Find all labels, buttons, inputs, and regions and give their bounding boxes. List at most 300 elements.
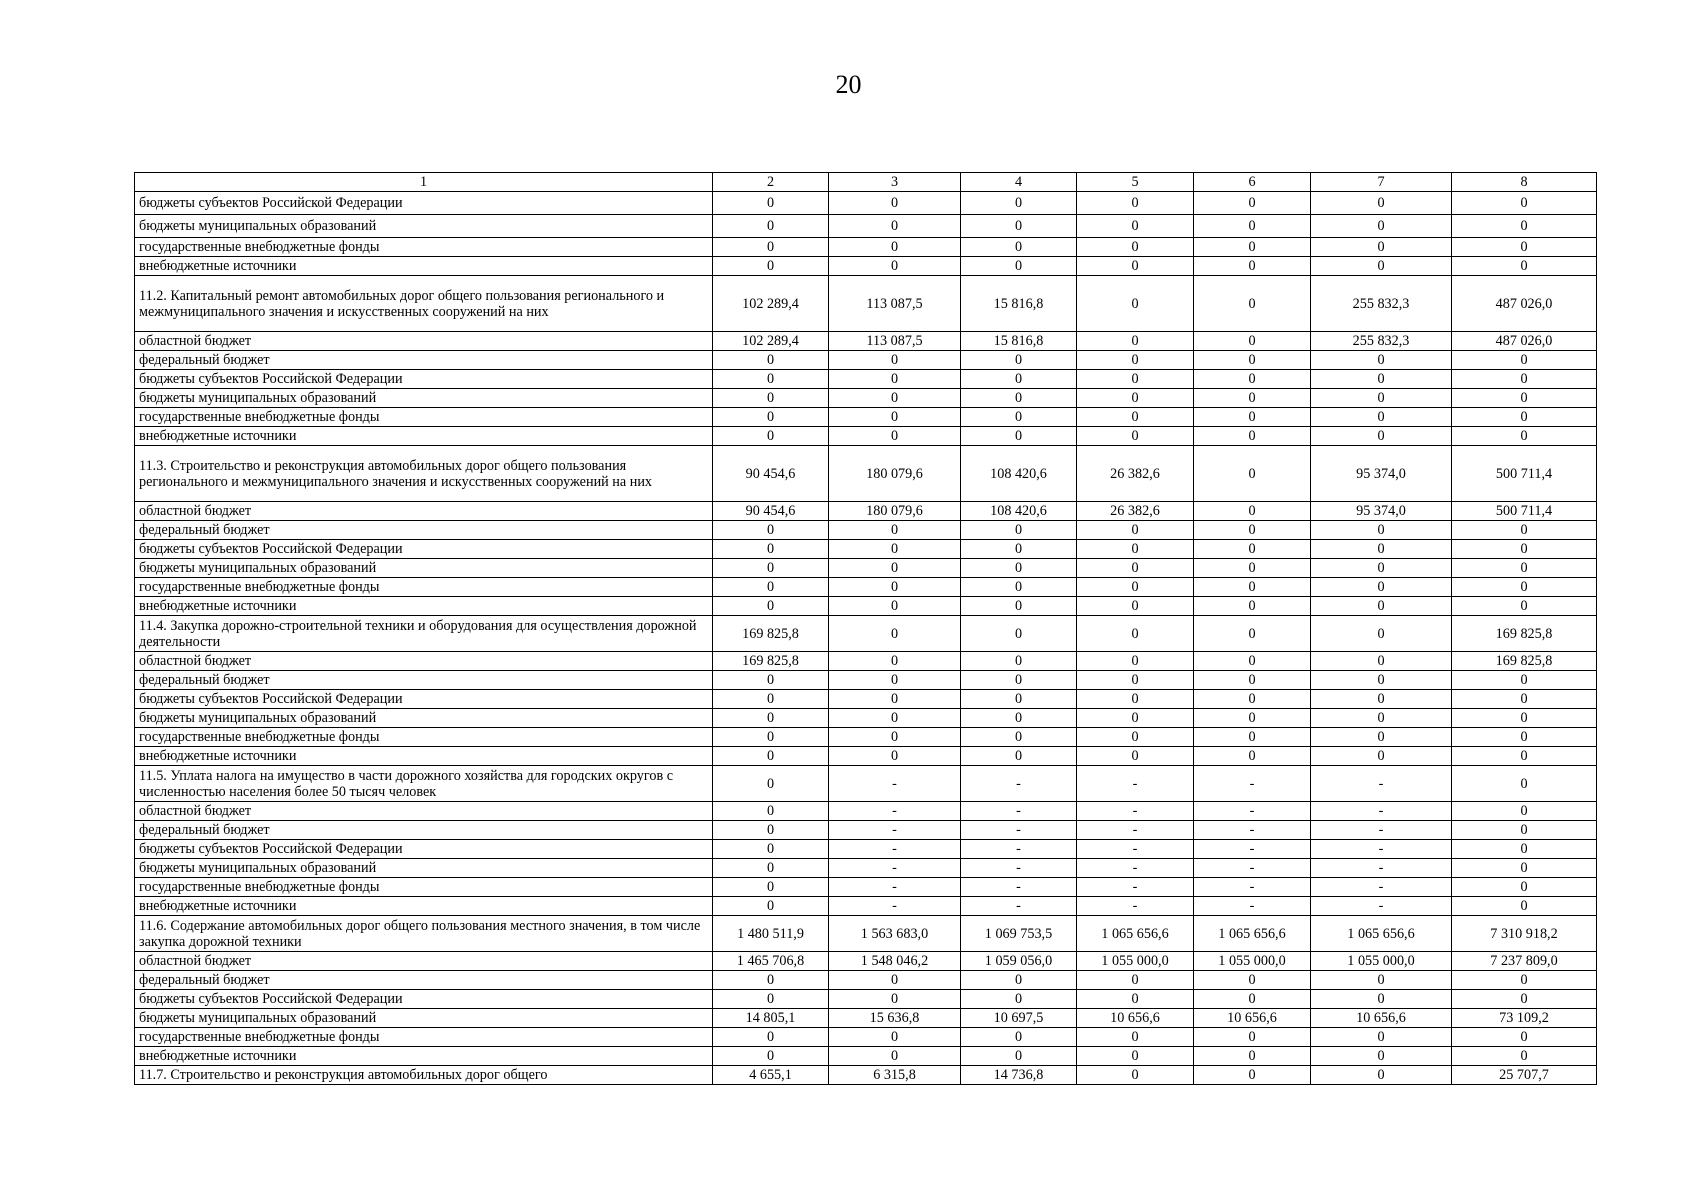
budget-table	[134, 172, 1597, 1085]
value-cell: 15 816,8	[961, 332, 1077, 351]
value-cell: 0	[961, 192, 1077, 215]
source-row	[135, 652, 1597, 671]
value-cell: 0	[1311, 652, 1452, 671]
value-cell: 0	[1311, 408, 1452, 427]
value-cell: 14 805,1	[713, 1009, 829, 1028]
value-cell: 1 055 000,0	[1194, 952, 1311, 971]
value-cell: -	[829, 859, 961, 878]
value-cell: 0	[713, 540, 829, 559]
funding-source-label: бюджеты субъектов Российской Федерации	[135, 370, 713, 389]
value-cell: -	[1194, 859, 1311, 878]
value-cell: 0	[713, 766, 829, 802]
value-cell: 0	[1311, 427, 1452, 446]
value-cell: 0	[961, 728, 1077, 747]
value-cell: 0	[1311, 728, 1452, 747]
value-cell: 10 656,6	[1194, 1009, 1311, 1028]
value-cell: 169 825,8	[1452, 652, 1597, 671]
value-cell: 15 816,8	[961, 276, 1077, 332]
value-cell: -	[829, 766, 961, 802]
section-row	[135, 766, 1597, 802]
funding-source-label: бюджеты муниципальных образований	[135, 215, 713, 238]
value-cell: 0	[1077, 559, 1194, 578]
value-cell: 0	[1311, 709, 1452, 728]
value-cell: 0	[713, 990, 829, 1009]
value-cell: -	[1194, 878, 1311, 897]
value-cell: 0	[1194, 332, 1311, 351]
value-cell: -	[829, 840, 961, 859]
value-cell: 0	[829, 652, 961, 671]
source-row	[135, 709, 1597, 728]
value-cell: 0	[1077, 690, 1194, 709]
value-cell: 0	[1194, 540, 1311, 559]
value-cell: 0	[1194, 728, 1311, 747]
funding-source-label: федеральный бюджет	[135, 521, 713, 540]
value-cell: 4 655,1	[713, 1066, 829, 1085]
funding-source-label: бюджеты субъектов Российской Федерации	[135, 690, 713, 709]
source-row	[135, 1028, 1597, 1047]
value-cell: 0	[1077, 332, 1194, 351]
value-cell: 0	[1077, 728, 1194, 747]
value-cell: 0	[1194, 578, 1311, 597]
value-cell: 0	[1194, 389, 1311, 408]
value-cell: 0	[1452, 728, 1597, 747]
value-cell: 0	[1194, 502, 1311, 521]
value-cell: 15 636,8	[829, 1009, 961, 1028]
value-cell: 0	[1452, 747, 1597, 766]
value-cell: 0	[713, 389, 829, 408]
value-cell: 108 420,6	[961, 446, 1077, 502]
funding-source-label: бюджеты муниципальных образований	[135, 389, 713, 408]
value-cell: -	[1311, 840, 1452, 859]
value-cell: 0	[1077, 747, 1194, 766]
value-cell: 0	[1311, 215, 1452, 238]
source-row	[135, 578, 1597, 597]
value-cell: 25 707,7	[1452, 1066, 1597, 1085]
funding-source-label: федеральный бюджет	[135, 821, 713, 840]
value-cell: -	[961, 878, 1077, 897]
value-cell: 0	[1452, 559, 1597, 578]
value-cell: 0	[1077, 578, 1194, 597]
value-cell: 0	[1311, 370, 1452, 389]
value-cell: 0	[961, 709, 1077, 728]
value-cell: 0	[1311, 616, 1452, 652]
section-row	[135, 1066, 1597, 1085]
value-cell: 0	[1194, 616, 1311, 652]
value-cell: 26 382,6	[1077, 502, 1194, 521]
value-cell: 0	[1194, 192, 1311, 215]
value-cell: 14 736,8	[961, 1066, 1077, 1085]
value-cell: 0	[961, 671, 1077, 690]
source-row	[135, 728, 1597, 747]
value-cell: 255 832,3	[1311, 276, 1452, 332]
value-cell: 0	[1077, 597, 1194, 616]
column-number: 3	[829, 173, 961, 192]
value-cell: 0	[713, 728, 829, 747]
value-cell: 0	[1077, 709, 1194, 728]
source-row	[135, 802, 1597, 821]
value-cell: 0	[1452, 690, 1597, 709]
value-cell: 0	[829, 597, 961, 616]
value-cell: 0	[961, 690, 1077, 709]
value-cell: 0	[1077, 276, 1194, 332]
value-cell: 1 065 656,6	[1311, 916, 1452, 952]
value-cell: 0	[1452, 238, 1597, 257]
value-cell: 0	[1311, 559, 1452, 578]
value-cell: 0	[1311, 389, 1452, 408]
value-cell: 1 563 683,0	[829, 916, 961, 952]
value-cell: 0	[713, 1047, 829, 1066]
funding-source-label: бюджеты субъектов Российской Федерации	[135, 192, 713, 215]
value-cell: 1 065 656,6	[1077, 916, 1194, 952]
value-cell: 169 825,8	[713, 652, 829, 671]
column-number-row	[135, 173, 1597, 192]
source-row	[135, 952, 1597, 971]
value-cell: 0	[1311, 690, 1452, 709]
value-cell: 0	[1452, 578, 1597, 597]
value-cell: 180 079,6	[829, 446, 961, 502]
value-cell: 0	[961, 747, 1077, 766]
value-cell: 0	[961, 597, 1077, 616]
value-cell: 0	[829, 747, 961, 766]
source-row	[135, 747, 1597, 766]
value-cell: 10 656,6	[1077, 1009, 1194, 1028]
source-row	[135, 597, 1597, 616]
value-cell: 0	[829, 578, 961, 597]
funding-source-label: федеральный бюджет	[135, 671, 713, 690]
value-cell: 0	[829, 1047, 961, 1066]
section-label: 11.3. Строительство и реконструкция автомобильных дорог общего пользования регионального и межмуниципального значения и искусственных сооружений на них	[135, 446, 713, 502]
source-row	[135, 990, 1597, 1009]
value-cell: 113 087,5	[829, 276, 961, 332]
value-cell: 0	[713, 192, 829, 215]
value-cell: 7 310 918,2	[1452, 916, 1597, 952]
value-cell: 0	[713, 971, 829, 990]
value-cell: 0	[829, 616, 961, 652]
value-cell: 10 656,6	[1311, 1009, 1452, 1028]
value-cell: -	[1077, 840, 1194, 859]
funding-source-label: внебюджетные источники	[135, 257, 713, 276]
value-cell: 0	[1452, 897, 1597, 916]
value-cell: 0	[713, 578, 829, 597]
source-row	[135, 1009, 1597, 1028]
value-cell: 0	[1194, 1066, 1311, 1085]
source-row	[135, 332, 1597, 351]
value-cell: 0	[1194, 709, 1311, 728]
value-cell: 0	[961, 389, 1077, 408]
value-cell: 0	[1194, 1028, 1311, 1047]
value-cell: 0	[829, 728, 961, 747]
value-cell: 0	[1194, 559, 1311, 578]
value-cell: 0	[829, 1028, 961, 1047]
source-row	[135, 370, 1597, 389]
value-cell: 0	[961, 652, 1077, 671]
value-cell: -	[1311, 897, 1452, 916]
value-cell: 0	[1077, 616, 1194, 652]
value-cell: 0	[1194, 351, 1311, 370]
value-cell: 0	[961, 351, 1077, 370]
funding-source-label: областной бюджет	[135, 332, 713, 351]
value-cell: 90 454,6	[713, 502, 829, 521]
value-cell: 0	[829, 370, 961, 389]
value-cell: 487 026,0	[1452, 332, 1597, 351]
value-cell: 0	[1311, 971, 1452, 990]
value-cell: 0	[829, 351, 961, 370]
source-row	[135, 971, 1597, 990]
value-cell: 0	[829, 215, 961, 238]
value-cell: 0	[1452, 351, 1597, 370]
value-cell: 113 087,5	[829, 332, 961, 351]
value-cell: 255 832,3	[1311, 332, 1452, 351]
value-cell: 0	[1311, 671, 1452, 690]
value-cell: 0	[829, 559, 961, 578]
value-cell: 0	[1077, 238, 1194, 257]
value-cell: 0	[961, 408, 1077, 427]
value-cell: 0	[1077, 652, 1194, 671]
value-cell: -	[829, 802, 961, 821]
value-cell: 0	[961, 1047, 1077, 1066]
value-cell: 0	[1452, 709, 1597, 728]
value-cell: 108 420,6	[961, 502, 1077, 521]
value-cell: 90 454,6	[713, 446, 829, 502]
funding-source-label: бюджеты субъектов Российской Федерации	[135, 540, 713, 559]
funding-source-label: областной бюджет	[135, 952, 713, 971]
funding-source-label: государственные внебюджетные фонды	[135, 1028, 713, 1047]
value-cell: 1 069 753,5	[961, 916, 1077, 952]
funding-source-label: областной бюджет	[135, 502, 713, 521]
value-cell: 0	[713, 597, 829, 616]
value-cell: 0	[1194, 238, 1311, 257]
value-cell: 0	[1194, 427, 1311, 446]
value-cell: -	[1311, 802, 1452, 821]
value-cell: 0	[713, 897, 829, 916]
value-cell: 0	[1311, 351, 1452, 370]
source-row	[135, 897, 1597, 916]
value-cell: -	[1077, 897, 1194, 916]
column-number: 6	[1194, 173, 1311, 192]
section-row	[135, 446, 1597, 502]
value-cell: -	[1077, 766, 1194, 802]
value-cell: 0	[1194, 446, 1311, 502]
value-cell: 0	[1194, 1047, 1311, 1066]
value-cell: 500 711,4	[1452, 502, 1597, 521]
source-row	[135, 1047, 1597, 1066]
source-row	[135, 540, 1597, 559]
value-cell: 0	[1194, 408, 1311, 427]
value-cell: 0	[713, 878, 829, 897]
value-cell: -	[1311, 821, 1452, 840]
value-cell: -	[1194, 897, 1311, 916]
value-cell: 0	[713, 859, 829, 878]
column-number: 2	[713, 173, 829, 192]
value-cell: 0	[961, 559, 1077, 578]
value-cell: 0	[713, 351, 829, 370]
value-cell: -	[961, 802, 1077, 821]
value-cell: -	[1311, 878, 1452, 897]
value-cell: -	[961, 897, 1077, 916]
funding-source-label: бюджеты муниципальных образований	[135, 709, 713, 728]
value-cell: 0	[1077, 990, 1194, 1009]
value-cell: 0	[1194, 690, 1311, 709]
column-number: 8	[1452, 173, 1597, 192]
value-cell: -	[961, 766, 1077, 802]
value-cell: -	[829, 897, 961, 916]
value-cell: 0	[713, 709, 829, 728]
value-cell: 0	[713, 821, 829, 840]
value-cell: 0	[829, 690, 961, 709]
section-label: 11.4. Закупка дорожно-строительной техники и оборудования для осуществления дорожной деятельности	[135, 616, 713, 652]
value-cell: 1 465 706,8	[713, 952, 829, 971]
section-row	[135, 276, 1597, 332]
section-label: 11.5. Уплата налога на имущество в части дорожного хозяйства для городских округов с численностью населения более 50 тысяч человек	[135, 766, 713, 802]
value-cell: -	[1194, 840, 1311, 859]
value-cell: 0	[1077, 971, 1194, 990]
value-cell: -	[1077, 859, 1194, 878]
value-cell: 95 374,0	[1311, 502, 1452, 521]
source-row	[135, 821, 1597, 840]
value-cell: 0	[713, 1028, 829, 1047]
source-row	[135, 257, 1597, 276]
value-cell: 0	[1194, 215, 1311, 238]
source-row	[135, 408, 1597, 427]
funding-source-label: государственные внебюджетные фонды	[135, 238, 713, 257]
value-cell: 0	[1452, 1028, 1597, 1047]
value-cell: 1 480 511,9	[713, 916, 829, 952]
value-cell: 0	[961, 521, 1077, 540]
value-cell: 0	[713, 671, 829, 690]
funding-source-label: федеральный бюджет	[135, 351, 713, 370]
value-cell: 180 079,6	[829, 502, 961, 521]
value-cell: 0	[1452, 521, 1597, 540]
value-cell: 0	[961, 578, 1077, 597]
value-cell: 0	[961, 616, 1077, 652]
page-number: 20	[835, 70, 862, 99]
value-cell: 26 382,6	[1077, 446, 1194, 502]
value-cell: 6 315,8	[829, 1066, 961, 1085]
value-cell: 0	[961, 257, 1077, 276]
value-cell: 0	[1452, 215, 1597, 238]
value-cell: 500 711,4	[1452, 446, 1597, 502]
value-cell: 0	[961, 540, 1077, 559]
column-number: 7	[1311, 173, 1452, 192]
value-cell: 0	[1077, 1047, 1194, 1066]
value-cell: 0	[961, 971, 1077, 990]
value-cell: 0	[1077, 370, 1194, 389]
value-cell: 0	[1452, 990, 1597, 1009]
value-cell: 0	[961, 990, 1077, 1009]
value-cell: 0	[713, 559, 829, 578]
value-cell: -	[1194, 766, 1311, 802]
funding-source-label: областной бюджет	[135, 802, 713, 821]
value-cell: 0	[829, 389, 961, 408]
value-cell: 0	[1452, 671, 1597, 690]
value-cell: 0	[829, 408, 961, 427]
value-cell: 0	[1077, 351, 1194, 370]
value-cell: 0	[1452, 597, 1597, 616]
value-cell: 73 109,2	[1452, 1009, 1597, 1028]
source-row	[135, 427, 1597, 446]
value-cell: 0	[1452, 840, 1597, 859]
value-cell: 0	[1311, 1066, 1452, 1085]
funding-source-label: бюджеты субъектов Российской Федерации	[135, 990, 713, 1009]
section-label: 11.7. Строительство и реконструкция автомобильных дорог общего	[135, 1066, 713, 1085]
value-cell: 1 548 046,2	[829, 952, 961, 971]
value-cell: 0	[961, 238, 1077, 257]
value-cell: -	[1311, 859, 1452, 878]
value-cell: 0	[1452, 408, 1597, 427]
value-cell: 0	[1311, 1047, 1452, 1066]
value-cell: -	[1311, 766, 1452, 802]
value-cell: 0	[1077, 521, 1194, 540]
value-cell: -	[1077, 802, 1194, 821]
value-cell: 1 055 000,0	[1311, 952, 1452, 971]
column-number: 5	[1077, 173, 1194, 192]
funding-source-label: внебюджетные источники	[135, 427, 713, 446]
value-cell: 0	[1311, 990, 1452, 1009]
value-cell: 0	[1452, 427, 1597, 446]
source-row	[135, 878, 1597, 897]
funding-source-label: внебюджетные источники	[135, 747, 713, 766]
value-cell: 0	[713, 257, 829, 276]
funding-source-label: внебюджетные источники	[135, 897, 713, 916]
source-row	[135, 192, 1597, 215]
value-cell: 0	[1077, 1028, 1194, 1047]
source-row	[135, 351, 1597, 370]
value-cell: 0	[1311, 597, 1452, 616]
value-cell: 0	[1194, 652, 1311, 671]
value-cell: 0	[1194, 597, 1311, 616]
value-cell: 0	[961, 370, 1077, 389]
value-cell: 0	[1194, 990, 1311, 1009]
value-cell: 0	[1311, 1028, 1452, 1047]
value-cell: 0	[1452, 257, 1597, 276]
source-row	[135, 215, 1597, 238]
value-cell: -	[961, 821, 1077, 840]
value-cell: -	[829, 878, 961, 897]
value-cell: 0	[1194, 521, 1311, 540]
value-cell: 0	[1077, 540, 1194, 559]
value-cell: 0	[713, 215, 829, 238]
funding-source-label: бюджеты муниципальных образований	[135, 859, 713, 878]
value-cell: 0	[1452, 766, 1597, 802]
source-row	[135, 859, 1597, 878]
value-cell: 102 289,4	[713, 276, 829, 332]
value-cell: 1 059 056,0	[961, 952, 1077, 971]
value-cell: 0	[1452, 192, 1597, 215]
value-cell: 0	[1452, 971, 1597, 990]
value-cell: 169 825,8	[713, 616, 829, 652]
value-cell: 0	[1077, 192, 1194, 215]
value-cell: 0	[713, 690, 829, 709]
value-cell: 0	[829, 671, 961, 690]
value-cell: -	[961, 859, 1077, 878]
value-cell: 102 289,4	[713, 332, 829, 351]
value-cell: 0	[829, 238, 961, 257]
section-label: 11.6. Содержание автомобильных дорог общего пользования местного значения, в том числе закупка дорожной техники	[135, 916, 713, 952]
value-cell: 10 697,5	[961, 1009, 1077, 1028]
funding-source-label: федеральный бюджет	[135, 971, 713, 990]
value-cell: 0	[1452, 370, 1597, 389]
value-cell: 0	[1311, 238, 1452, 257]
source-row	[135, 389, 1597, 408]
value-cell: 0	[1077, 671, 1194, 690]
value-cell: 0	[1311, 521, 1452, 540]
value-cell: 169 825,8	[1452, 616, 1597, 652]
funding-source-label: государственные внебюджетные фонды	[135, 408, 713, 427]
value-cell: 0	[1077, 389, 1194, 408]
section-row	[135, 616, 1597, 652]
value-cell: 1 055 000,0	[1077, 952, 1194, 971]
value-cell: 0	[1452, 859, 1597, 878]
